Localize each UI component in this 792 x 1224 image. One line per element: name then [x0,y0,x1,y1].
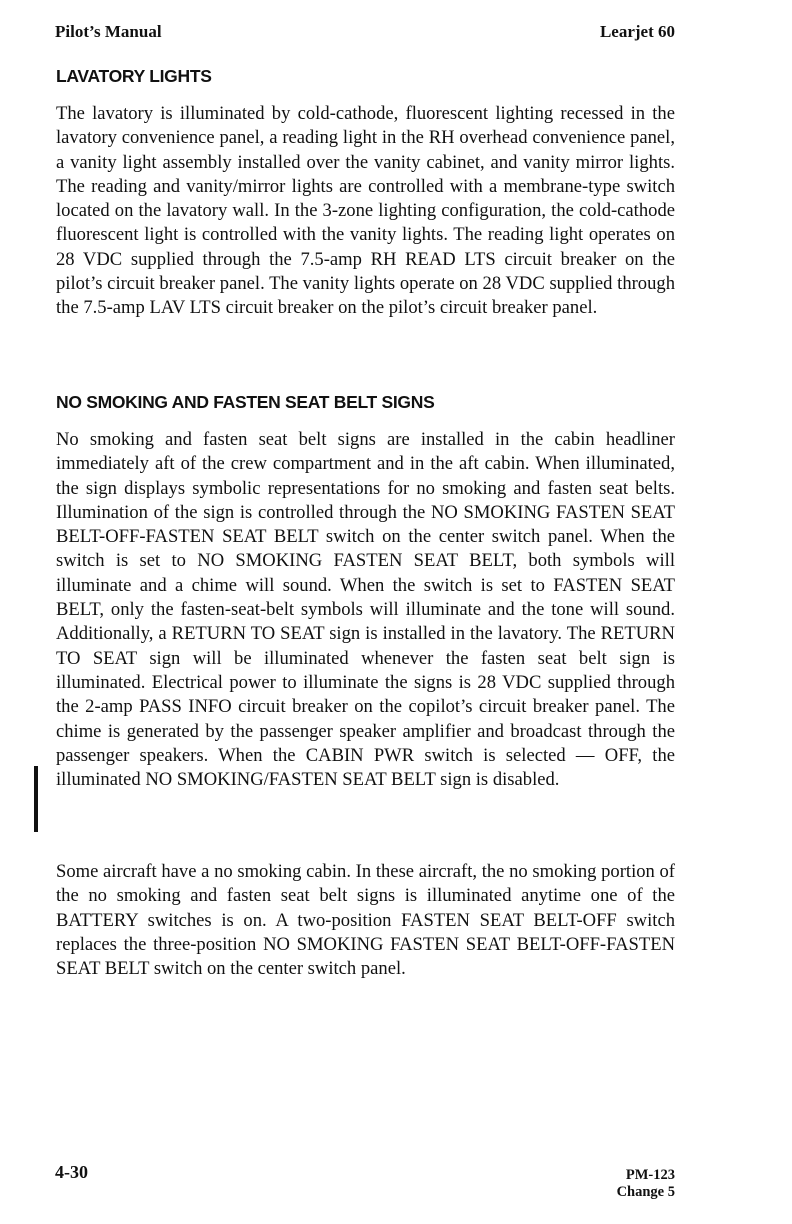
change-number: Change 5 [616,1184,675,1200]
paragraph-no-smoking-cabin: Some aircraft have a no smoking cabin. In these aircraft, the no smoking portion of the no smoking and fasten seat belt signs is illuminated anytime one of the BATTERY switches is on. A two-position FASTEN SEAT BELT-OFF switch replaces the three-position NO SMOKING FASTEN SEAT BELT-OFF-FASTEN SEAT BELT switch on the center switch panel. [56,861,675,980]
running-header-aircraft: Learjet 60 [599,22,675,41]
section-heading-lavatory-lights: LAVATORY LIGHTS [56,66,212,86]
paragraph-no-smoking-signs: No smoking and fasten seat belt signs are installed in the cabin headliner immediately aft of the crew compartment and in the aft cabin. When illuminated, the sign displays symbolic representations for no smoking and fasten seat belts. Illumination of the sign is controlled through the NO SMOKING FASTEN SEAT BELT-OFF-FASTEN SEAT BELT switch on the center switch panel. When the switch is set to NO SMOKING FASTEN SEAT BELT, both symbols will illuminate and a chime will sound. When the switch is set to FASTEN SEAT BELT, only the fasten-seat-belt symbols will illuminate and the tone will sound. Additionally, a RETURN TO SEAT sign is installed in the lavatory. The RETURN TO SEAT sign will be illuminated whenever the fasten seat belt sign is illuminated. Electrical power to illuminate the signs is 28 VDC supplied through the 2-amp PASS INFO circuit breaker on the copilot’s circuit breaker panel. The chime is generated by the passenger speaker amplifier and broadcast through the passenger speakers. When the CABIN PWR switch is selected — OFF, the illuminated NO SMOKING/FASTEN SEAT BELT sign is disabled. [56,429,675,791]
page-number: 4-30 [55,1162,88,1182]
running-header-manual-title: Pilot’s Manual [55,22,162,41]
paragraph-lavatory-lights: The lavatory is illuminated by cold-cathode, fluorescent lighting recessed in the lavatory convenience panel, a reading light in the RH overhead convenience panel, a vanity light assembly installed over the vanity cabinet, and vanity mirror lights. The reading and vanity/mirror lights are controlled with a membrane-type switch located on the lavatory wall. In the 3-zone lighting configuration, the cold-cathode fluorescent light is controlled with the vanity lights. The reading light operates on 28 VDC supplied through the 7.5-amp RH READ LTS circuit breaker on the pilot’s circuit breaker panel. The vanity lights operate on 28 VDC supplied through the 7.5-amp LAV LTS circuit breaker on the pilot’s circuit breaker panel. [56,103,675,319]
section-heading-no-smoking-signs: NO SMOKING AND FASTEN SEAT BELT SIGNS [56,392,435,412]
footer-doc-info [617,1167,675,1201]
document-id: PM-123 [625,1167,675,1183]
revision-change-bar [34,766,38,832]
